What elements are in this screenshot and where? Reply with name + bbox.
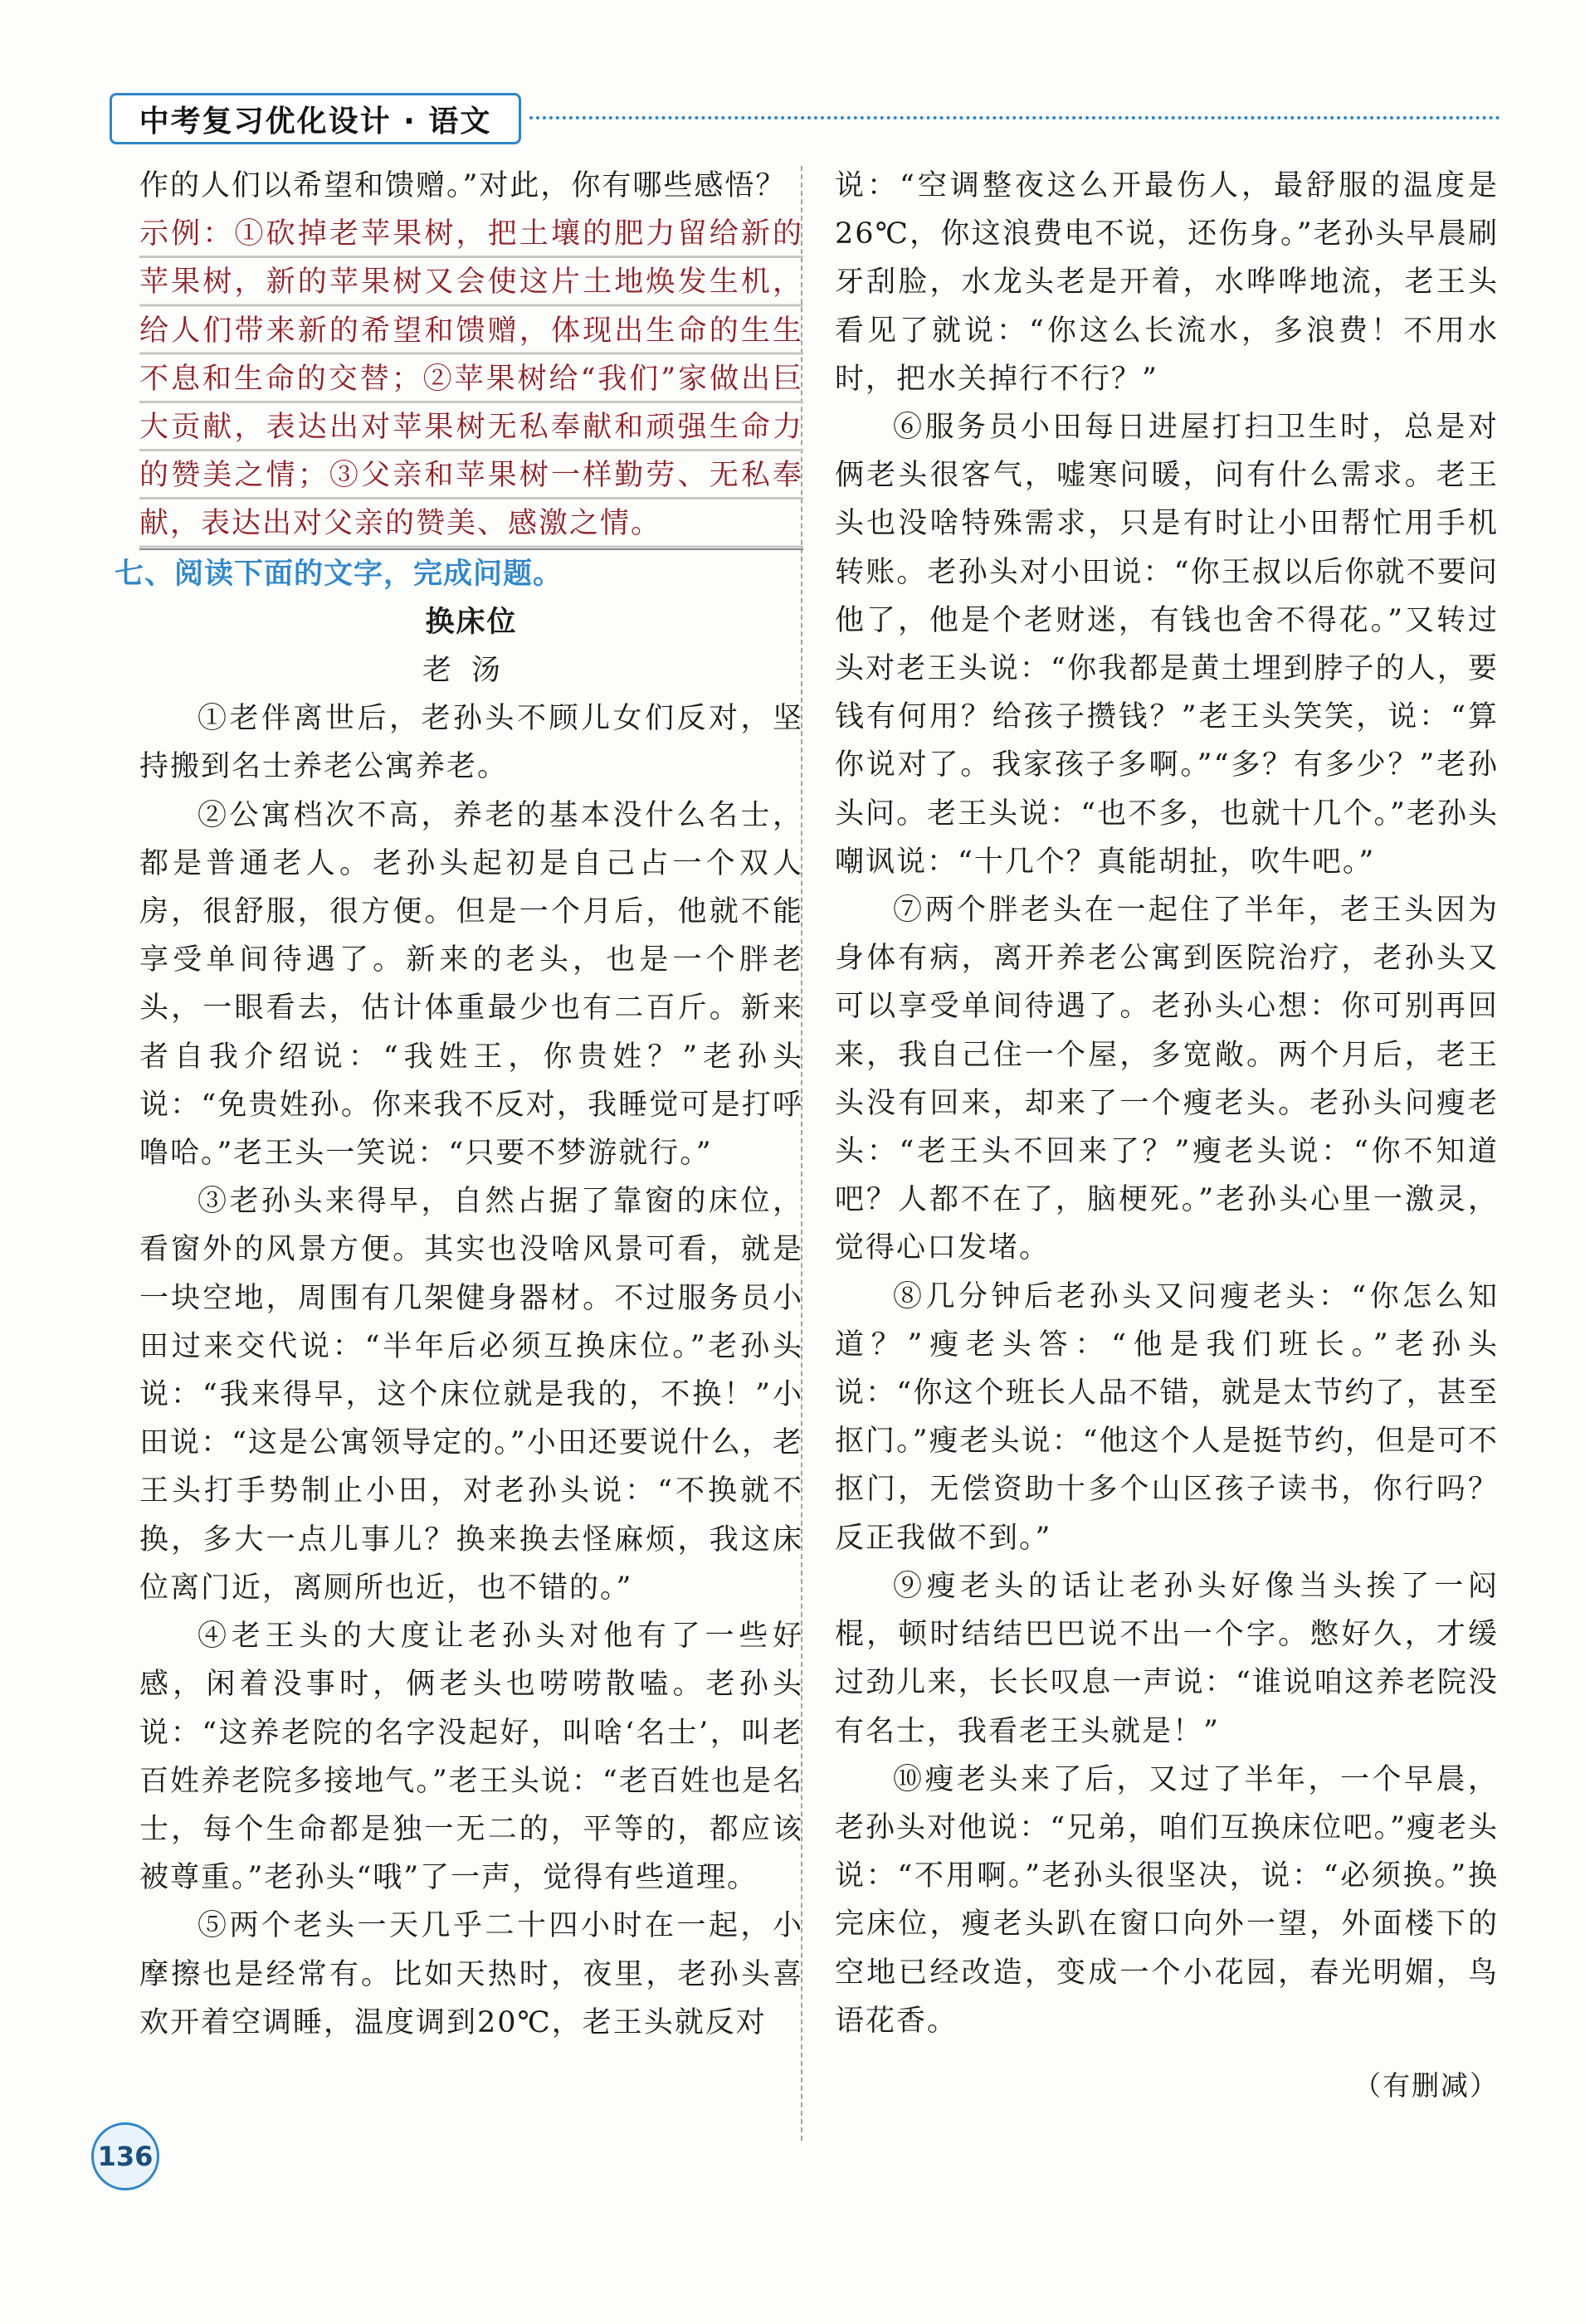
paragraph-3: ③老孙头来得早，自然占据了靠窗的床位，看窗外的风景方便。其实也没啥风景可看，就是一块空地，周围有几架健身器材。不过服务员小田过来交代说：“半年后必须互换床位。”老孙头说：“我来得早，这个床位就是我的，不换！”小田说：“这是公寓领导定的。”小田还要说什么，老王头打手势制止小田，对老孙头说：“不换就不换，多大一点儿事儿？换来换去怪麻烦，我这床位离门近，离厕所也近，也不错的。” [139, 1185, 803, 1605]
paragraph-2: ②公寓档次不高，养老的基本没什么名士，都是普通老人。老孙头起初是自己占一个双人房，很舒服，很方便。但是一个月后，他就不能享受单间待遇了。新来的老头，也是一个胖老头，一眼看去，估计体重最少也有二百斤。新来者自我介绍说：“我姓王，你贵姓？”老孙头说：“免贵姓孙。你来我不反对，我睡觉可是打呼噜哈。”老王头一笑说：“只要不梦游就行。” [139, 798, 803, 1171]
paragraph-4: ④老王头的大度让老孙头对他有了一些好感，闲着没事时，俩老头也唠唠散嗑。老孙头说：“这养老院的名字没起好，叫啥‘名士’，叫老百姓养老院多接地气。”老王头说：“老百姓也是名士，每个生命都是独一无二的，平等的，都应该被尊重。”老孙头“哦”了一声，觉得有些道理。 [139, 1620, 803, 1895]
right-column [835, 162, 1499, 2110]
page-number: 136 [91, 2122, 159, 2190]
section-heading: 七、阅读下面的文字，完成问题。 [115, 557, 563, 591]
paragraph-6: ⑥服务员小田每日进屋打扫卫生时，总是对俩老头很客气，嘘寒问暖，问有什么需求。老王头也没啥特殊需求，只是有时让小田帮忙用手机转账。老孙头对小田说：“你王叔以后你就不要问他了，他是个老财迷，有钱也舍不得花。”又转过头对老王头说：“你我都是黄土埋到脖子的人，要钱有何用？给孩子攒钱？”老王头笑笑，说：“算你说对了。我家孩子多啊。”“多？有多少？”老孙头问。老王头说：“也不多，也就十几个。”老孙头嘲讽说：“十几个？真能胡扯，吹牛吧。” [835, 411, 1499, 879]
article-author: 老汤 [422, 654, 520, 688]
source-note: （有删减） [1353, 2068, 1499, 2102]
left-column [115, 162, 803, 2047]
paragraph-5: ⑤两个老头一天几乎二十四小时在一起，小摩擦也是经常有。比如天热时，夜里，老孙头喜欢开着空调睡，温度调到20℃，老王头就反对 [139, 1909, 803, 2039]
header-dotted-line [529, 116, 1500, 119]
paragraph-10: ⑩瘦老头来了后，又过了半年，一个早晨，老孙头对他说：“兄弟，咱们互换床位吧。”瘦老头说：“不用啊。”老孙头很坚决，说：“必须换。”换完床位，瘦老头趴在窗口向外一望，外面楼下的空地已经改造，变成一个小花园，春光明媚，鸟语花香。 [835, 1762, 1499, 2038]
answer-example: 示例：①砍掉老苹果树，把土壤的肥力留给新的苹果树，新的苹果树又会使这片土地焕发生机，给人们带来新的希望和馈赠，体现出生命的生生不息和生命的交替；②苹果树给“我们”家做出巨大贡献，表达出对苹果树无私奉献和顽强生命力的赞美之情；③父亲和苹果树一样勤劳、无私奉献，表达出对父亲的赞美、感激之情。 [139, 210, 803, 549]
header-box [110, 93, 521, 144]
paragraph-5-continued: 说：“空调整夜这么开最伤人，最舒服的温度是26℃，你这浪费电不说，还伤身。”老孙头早晨刷牙刮脸，水龙头老是开着，水哗哗地流，老王头看见了就说：“你这么长流水，多浪费！不用水时，把水关掉行不行？” [835, 169, 1499, 396]
article-title: 换床位 [425, 605, 518, 639]
header-title: 中考复习优化设计 · 语文 [139, 104, 492, 139]
paragraph-8: ⑧几分钟后老孙头又问瘦老头：“你怎么知道？”瘦老头答：“他是我们班长。”老孙头说：“你这个班长人品不错，就是太节约了，甚至抠门。”瘦老头说：“他这个人是挺节约，但是可不抠门，无偿资助十多个山区孩子读书，你行吗？反正我做不到。” [835, 1279, 1499, 1555]
paragraph-1: ①老伴离世后，老孙头不顾儿女们反对，坚持搬到名士养老公寓养老。 [139, 702, 803, 784]
paragraph-7: ⑦两个胖老头在一起住了半年，老王头因为身体有病，离开养老公寓到医院治疗，老孙头又可以享受单间待遇了。老孙头心想：你可别再回来，我自己住一个屋，多宽敞。两个月后，老王头没有回来，却来了一个瘦老头。老孙头问瘦老头：“老王头不回来了？”瘦老头说：“你不知道吧？人都不在了，脑梗死。”老孙头心里一激灵，觉得心口发堵。 [835, 894, 1499, 1265]
paragraph-9: ⑨瘦老头的话让老孙头好像当头挨了一闷棍，顿时结结巴巴说不出一个字。憋好久，才缓过劲儿来，长长叹息一声说：“谁说咱这养老院没有名士，我看老王头就是！” [835, 1569, 1499, 1748]
question-tail: 作的人们以希望和馈赠。”对此，你有哪些感悟？ [139, 169, 787, 202]
